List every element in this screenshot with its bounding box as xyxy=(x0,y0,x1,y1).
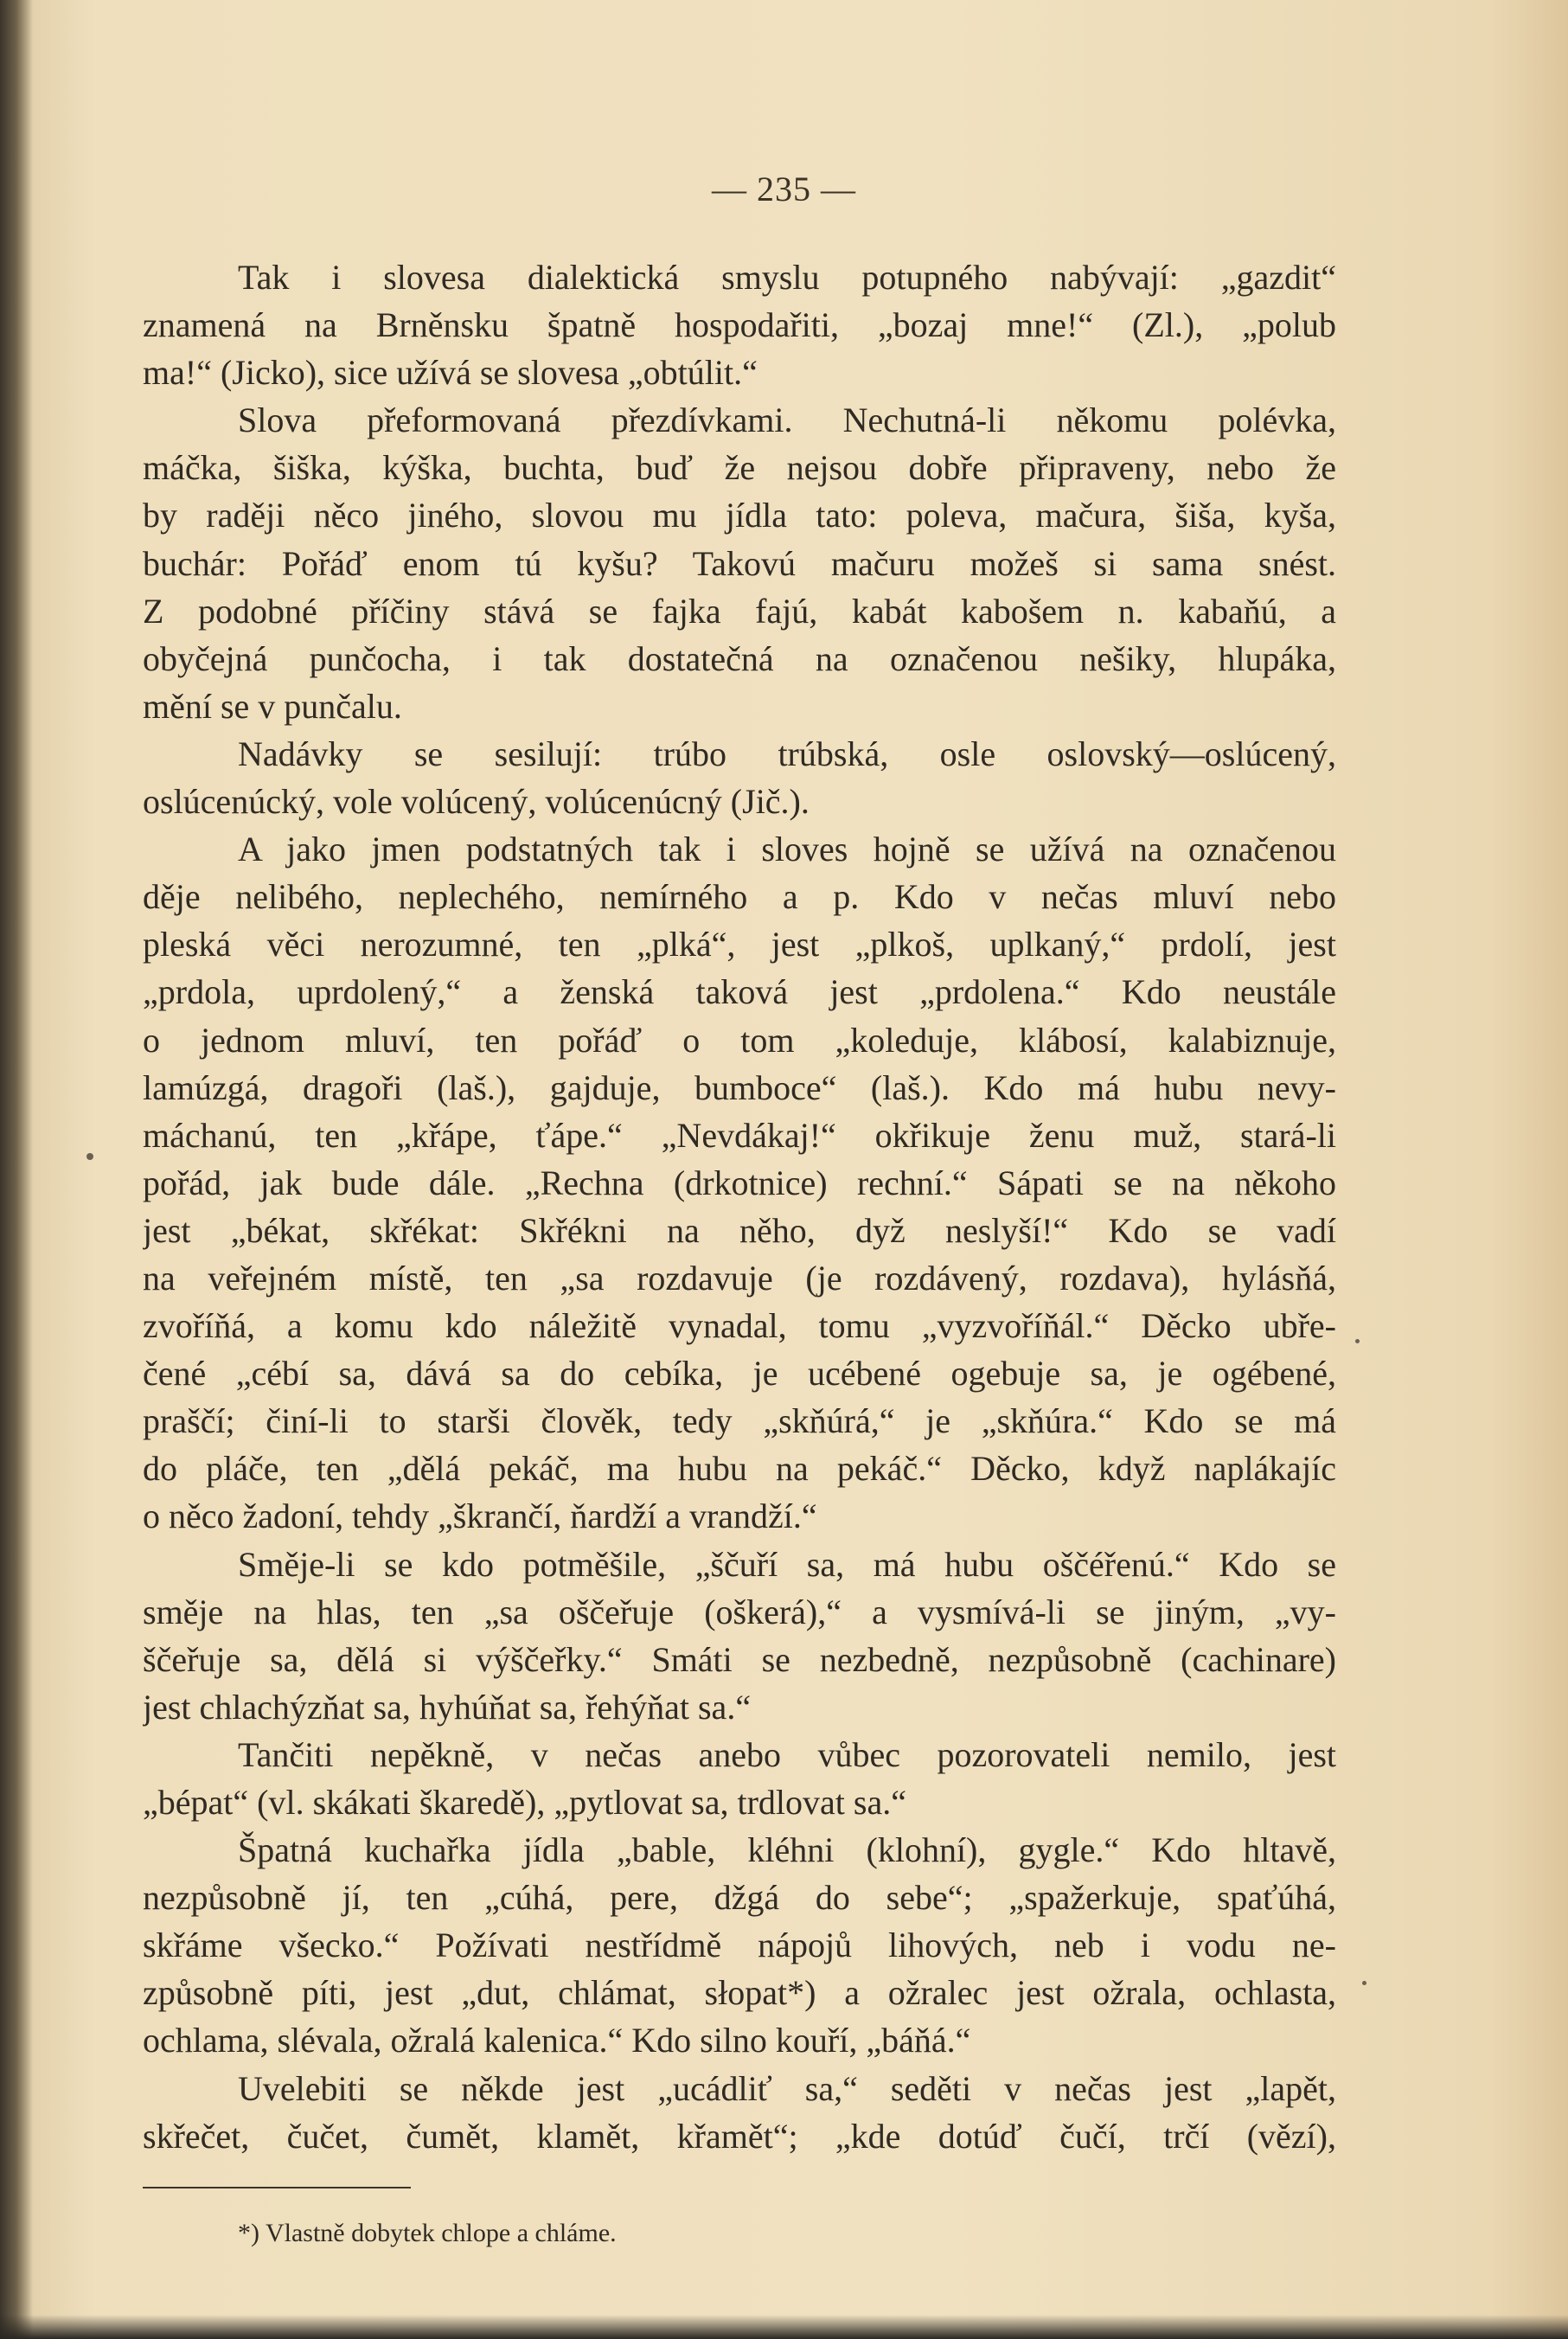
text-line: „bépat“ (vl. skákati škaredě), „pytlovat sa, trdlovat sa.“ xyxy=(143,1783,906,1822)
text-line: skřáme všecko.“ Požívati nestřídmě nápojů lihových, neb i vodu ne- xyxy=(143,1926,1336,1965)
text-line: způsobně píti, jest „dut, chlámat, słopat*) a ožralec jest ožrala, ochlasta, xyxy=(143,1973,1336,2013)
text-line: Z podobné příčiny stává se fajka fajú, kabát kabošem n. kabaňú, a xyxy=(143,591,1336,631)
text-line: Špatná kuchařka jídla „bable, kléhni (klohní), gygle.“ Kdo hltavě, xyxy=(238,1830,1336,1870)
text-line: ma!“ (Jicko), sice užívá se slovesa „obtúlit.“ xyxy=(143,353,758,393)
text-line: oslúcenúcký, vole volúcený, volúcenúcný (Jič.). xyxy=(143,782,810,822)
text-line: by raději něco jiného, slovou mu jídla tato: poleva, mačura, šiša, kyša, xyxy=(143,496,1336,535)
text-line: ochlama, slévala, ožralá kalenica.“ Kdo silno kouří, „báňá.“ xyxy=(143,2021,971,2060)
margin-speck xyxy=(1362,1981,1366,1985)
margin-speck xyxy=(86,1153,93,1160)
text-line: směje na hlas, ten „sa oščeřuje (oškerá),“ a vysmívá-li se jiným, „vy- xyxy=(143,1592,1336,1631)
text-line: buchár: Pořáď enom tú kyšu? Takovú mačuru možeš si sama snést. xyxy=(143,543,1336,583)
text-line: znamená na Brněnsku špatně hospodařiti, „bozaj mne!“ (Zl.), „polub xyxy=(143,305,1336,345)
text-line: skřečet, čučet, čumět, klamět, křamět“; „kde dotúď čučí, trčí (vězí), xyxy=(143,2116,1336,2156)
text-line: čené „cébí sa, dává sa do cebíka, je ucébené ogebuje sa, je ogébené, xyxy=(143,1354,1336,1394)
text-line: máchanú, ten „křápe, ťápe.“ „Nevdákaj!“ okřikuje ženu muž, stará-li xyxy=(143,1115,1336,1155)
text-line: Uvelebiti se někde jest „uсádliť sa,“ seděti v nečas jest „lapět, xyxy=(238,2068,1336,2108)
text-line: zvoříňá, a komu kdo náležitě vynadal, tomu „vyzvoříňál.“ Děcko ubře- xyxy=(143,1306,1336,1346)
text-line: pleská věci nerozumné, ten „plká“, jest „plkoš, uplkaný,“ prdolí, jest xyxy=(143,925,1336,964)
margin-speck xyxy=(1355,1339,1360,1343)
text-line: o něco žadoní, tehdy „škrančí, ňardží a vrandží.“ xyxy=(143,1496,817,1536)
text-line: nezpůsobně jí, ten „cúhá, pere, džgá do sebe“; „spažerkuje, spaťúhá, xyxy=(143,1878,1336,1918)
text-line: Tančiti nepěkně, v nečas anebo vůbec pozorovateli nemilo, jest xyxy=(238,1734,1336,1774)
text-line: na veřejném místě, ten „sa rozdavuje (je rozdávený, rozdava), hylásňá, xyxy=(143,1258,1336,1298)
text-line: Tak i slovesa dialektická smyslu potupného nabývají: „gazdit“ xyxy=(238,258,1336,297)
page-bottom-edge xyxy=(0,2315,1568,2339)
text-line: máčka, šiška, kýška, buchta, buď že nejsou dobře připraveny, nebo že xyxy=(143,448,1336,488)
text-line: do pláče, ten „dělá pekáč, ma hubu na pekáč.“ Děcko, když naplákajíc xyxy=(143,1449,1336,1489)
footnote-rule xyxy=(143,2187,411,2188)
text-line: obyčejná punčocha, i tak dostatečná na označenou nešiky, hlupáka, xyxy=(143,638,1336,678)
page-number: — 235 — xyxy=(712,170,856,208)
text-line: praščí; činí-li to starši člověk, tedy „skňúrá,“ je „skňúra.“ Kdo se má xyxy=(143,1401,1336,1441)
text-line: jest chlachýzňat sa, hyhúňat sa, řehýňat sa.“ xyxy=(143,1687,752,1727)
text-line: Směje-li se kdo potměšile, „ščuří sa, má hubu oščéřenú.“ Kdo se xyxy=(238,1544,1336,1584)
text-line: pořád, jak bude dále. „Rechna (drkotnice) rechní.“ Sápati se na někoho xyxy=(143,1163,1336,1202)
footnote: *) Vlastně dobytek chlope a chláme. xyxy=(238,2219,617,2247)
text-line: Slova přeformovaná přezdívkami. Nechutná-li někomu polévka, xyxy=(238,401,1336,440)
text-line: Nadávky se sesilují: trúbo trúbská, osle oslovský—oslúcený, xyxy=(238,734,1336,773)
text-line: děje nelibého, neplechého, nemírného a p. Kdo v nečas mluví nebo xyxy=(143,877,1336,917)
body-text xyxy=(143,253,1336,2160)
text-line: jest „békat, skřékat: Skřékni na něho, dyž neslyší!“ Kdo se vadí xyxy=(143,1210,1336,1250)
text-line: „prdola, uprdolený,“ a ženská taková jest „prdolena.“ Kdo neustále xyxy=(143,972,1336,1012)
text-line: mění se v punčalu. xyxy=(143,686,402,726)
text-line: lamúzgá, dragoři (laš.), gajduje, bumboce“ (laš.). Kdo má hubu nevy- xyxy=(143,1067,1336,1107)
text-line: A jako jmen podstatných tak i sloves hojně se užívá na označenou xyxy=(238,830,1336,869)
text-line: ščeřuje sa, dělá si výščeřky.“ Smáti se nezbedně, nezpůsobně (cachinare) xyxy=(143,1639,1336,1679)
text-line: o jednom mluví, ten pořáď o tom „koleduje, klábosí, kalabiznuje, xyxy=(143,1020,1336,1060)
gutter-shadow xyxy=(0,0,33,2339)
